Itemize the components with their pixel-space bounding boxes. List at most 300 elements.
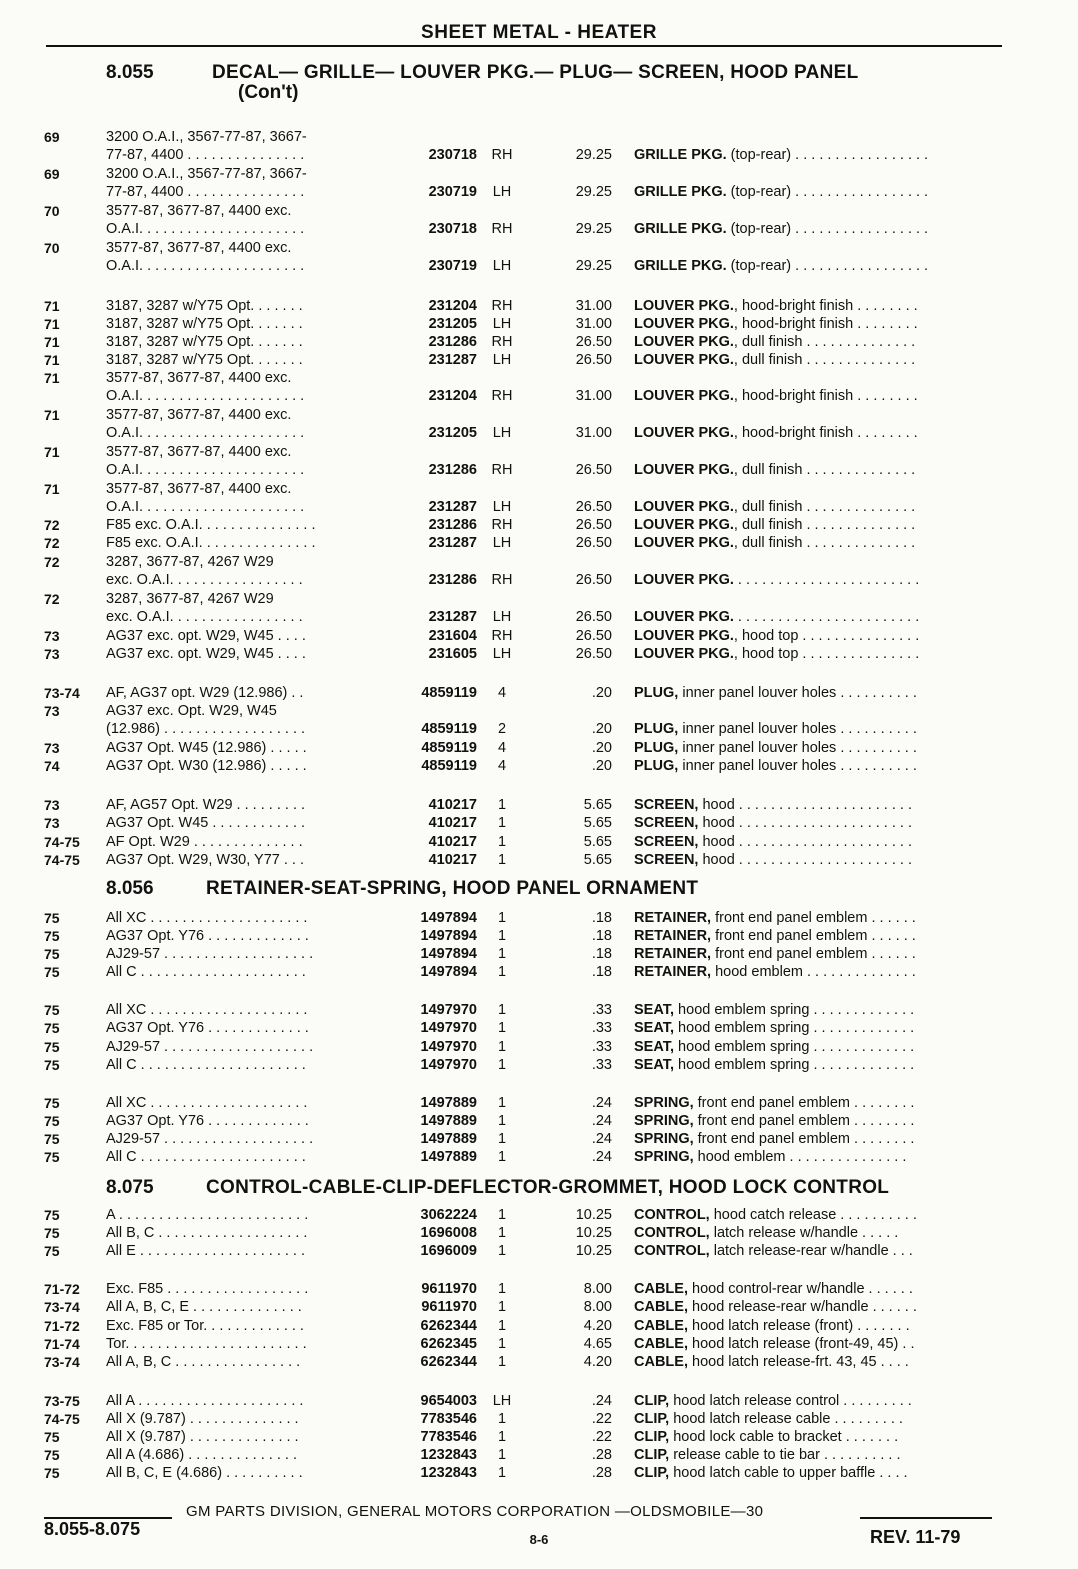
description [634,184,1002,200]
table-row [0,352,1078,368]
application: 3187, 3287 w/Y75 Opt. . . . . . . [106,334,303,350]
quantity: 1 [497,1131,507,1147]
application: AG37 exc. Opt. W29, W45 [106,703,277,719]
price: 26.50 [575,609,612,625]
description [634,721,1002,737]
description-detail: hood latch cable to upper baffle . . . . [669,1465,908,1481]
price: 4.20 [583,1354,612,1370]
application: AG37 Opt. Y76 . . . . . . . . . . . . . [106,928,309,944]
description-name: CLIP, [634,1411,670,1427]
application: 3577-87, 3677-87, 4400 exc. [106,407,292,423]
ref-number: 73 [44,703,60,719]
price: 31.00 [575,316,612,332]
table-row [0,1020,1078,1036]
description-name: GRILLE PKG. [634,147,727,163]
footer-page-number: 8-6 [529,1532,549,1547]
price: 26.50 [575,499,612,515]
price: .20 [591,740,612,756]
ref-number: 73-74 [44,685,80,701]
description-detail: inner panel louver holes . . . . . . . . . . [678,740,917,756]
table-row [0,964,1078,980]
description [634,815,1002,831]
ref-number: 71-72 [44,1318,80,1334]
quantity: 1 [497,1225,507,1241]
quantity: 1 [497,1095,507,1111]
description-detail: hood . . . . . . . . . . . . . . . . . . . . . . [698,797,913,813]
application: AG37 Opt. Y76 . . . . . . . . . . . . . [106,1113,309,1129]
ref-number: 72 [44,554,60,570]
description-detail: front end panel emblem . . . . . . . . [693,1131,915,1147]
ref-number: 71 [44,298,60,314]
description [634,1131,1002,1147]
application: AJ29-57 . . . . . . . . . . . . . . . . . . . [106,1039,314,1055]
table-row [0,1411,1078,1427]
price: .24 [591,1393,612,1409]
table-row [0,407,1078,423]
table-row [0,1057,1078,1073]
description [634,834,1002,850]
description-name: CABLE, [634,1281,688,1297]
description [634,1429,1002,1445]
description-detail: hood latch release (front) . . . . . . . [687,1318,910,1334]
description [634,298,1002,314]
part-number: 6262344 [420,1354,477,1370]
application: AG37 Opt. W45 . . . . . . . . . . . . [106,815,306,831]
description [634,758,1002,774]
ref-number: 73-75 [44,1393,80,1409]
quantity: RH [491,221,513,237]
footer-publisher: GM PARTS DIVISION, GENERAL MOTORS CORPORATION —OLDSMOBILE—30 [186,1503,764,1520]
ref-number: 74-75 [44,852,80,868]
quantity: 1 [497,910,507,926]
table-row [0,1149,1078,1165]
quantity: 1 [497,928,507,944]
description [634,1243,1002,1259]
table-row [0,1447,1078,1463]
description-detail: hood latch release cable . . . . . . . . . [669,1411,903,1427]
description [634,1149,1002,1165]
part-number: 6262345 [420,1336,477,1352]
ref-number: 71 [44,352,60,368]
description [634,852,1002,868]
price: 31.00 [575,388,612,404]
part-number: 231605 [428,646,477,662]
description-name: LOUVER PKG. [634,499,734,515]
price: .33 [591,1057,612,1073]
application: All XC . . . . . . . . . . . . . . . . . . . . [106,1095,308,1111]
section-number: 8.056 [106,878,154,899]
table-row [0,1393,1078,1409]
table-row [0,554,1078,570]
quantity: LH [492,258,512,274]
description-name: LOUVER PKG. [634,352,734,368]
description-detail: inner panel louver holes . . . . . . . . . . [678,758,917,774]
part-number: 1232843 [420,1447,477,1463]
price: .24 [591,1149,612,1165]
description-name: SCREEN, [634,834,699,850]
ref-number: 75 [44,1243,60,1259]
price: 31.00 [575,425,612,441]
description-name: SEAT, [634,1020,675,1036]
part-number: 231287 [428,535,477,551]
ref-number: 75 [44,1447,60,1463]
table-row [0,1243,1078,1259]
description [634,609,1002,625]
description-detail: hood . . . . . . . . . . . . . . . . . . . . . . [698,834,913,850]
price: 10.25 [575,1243,612,1259]
quantity: RH [491,517,513,533]
description [634,334,1002,350]
ref-number: 75 [44,1131,60,1147]
description-detail: . . . . . . . . . . . . . . . . . . . . . . . [733,572,920,588]
description-detail: , dull finish . . . . . . . . . . . . . . [733,499,916,515]
description-detail: hood . . . . . . . . . . . . . . . . . . . . . . [698,815,913,831]
table-row [0,535,1078,551]
part-number: 410217 [428,815,477,831]
price: .18 [591,928,612,944]
application: Tor. . . . . . . . . . . . . . . . . . . . . . . [106,1336,307,1352]
description-detail: , dull finish . . . . . . . . . . . . . . [733,462,916,478]
description [634,964,1002,980]
description-detail: hood emblem spring . . . . . . . . . . . . . [674,1039,915,1055]
ref-number: 73 [44,740,60,756]
description-name: CONTROL, [634,1207,710,1223]
description-name: LOUVER PKG. [634,572,734,588]
application: All A . . . . . . . . . . . . . . . . . . . . . [106,1393,304,1409]
description-name: RETAINER, [634,910,712,926]
part-number: 1497889 [420,1149,477,1165]
ref-number: 71-72 [44,1281,80,1297]
ref-number: 75 [44,1465,60,1481]
description-name: SPRING, [634,1095,694,1111]
ref-number: 75 [44,964,60,980]
description-name: CONTROL, [634,1225,710,1241]
description-name: SCREEN, [634,815,699,831]
price: .20 [591,721,612,737]
description-detail: hood emblem spring . . . . . . . . . . . . . [674,1057,915,1073]
application: Exc. F85 . . . . . . . . . . . . . . . . . . [106,1281,309,1297]
description-detail: hood emblem spring . . . . . . . . . . . . . [674,1020,915,1036]
table-row [0,1336,1078,1352]
quantity: 1 [497,834,507,850]
part-number: 230719 [428,258,477,274]
part-number: 410217 [428,797,477,813]
description [634,628,1002,644]
description [634,1393,1002,1409]
table-row [0,517,1078,533]
application: Exc. F85 or Tor. . . . . . . . . . . . . [106,1318,304,1334]
table-row [0,240,1078,256]
table-row [0,1429,1078,1445]
application: 77-87, 4400 . . . . . . . . . . . . . . . [106,147,305,163]
quantity: 1 [497,852,507,868]
table-row [0,444,1078,460]
table-row [0,334,1078,350]
part-number: 1696009 [420,1243,477,1259]
table-row [0,646,1078,662]
table-row [0,370,1078,386]
price: 4.65 [583,1336,612,1352]
description-name: CLIP, [634,1447,670,1463]
quantity: 1 [497,1149,507,1165]
quantity: 1 [497,1429,507,1445]
application: All XC . . . . . . . . . . . . . . . . . . . . [106,910,308,926]
description [634,1113,1002,1129]
table-row [0,609,1078,625]
ref-number: 75 [44,1113,60,1129]
price: 26.50 [575,646,612,662]
quantity: LH [492,1393,512,1409]
quantity: 1 [497,1039,507,1055]
application: AG37 exc. opt. W29, W45 . . . . [106,646,306,662]
table-row [0,1113,1078,1129]
quantity: 1 [497,1299,507,1315]
price: .24 [591,1095,612,1111]
price: 8.00 [583,1281,612,1297]
description [634,572,1002,588]
application: O.A.I. . . . . . . . . . . . . . . . . . . . . [106,462,305,478]
ref-number: 71 [44,316,60,332]
table-row [0,852,1078,868]
application: AJ29-57 . . . . . . . . . . . . . . . . . . . [106,1131,314,1147]
description-name: RETAINER, [634,928,712,944]
table-row [0,462,1078,478]
description-detail: (top-rear) . . . . . . . . . . . . . . . . . [726,258,929,274]
quantity: 2 [497,721,507,737]
price: .22 [591,1429,612,1445]
description [634,1447,1002,1463]
price: 10.25 [575,1207,612,1223]
price: 5.65 [583,834,612,850]
table-row [0,1039,1078,1055]
table-row [0,834,1078,850]
table-row [0,758,1078,774]
quantity: 1 [497,1002,507,1018]
description [634,646,1002,662]
application: F85 exc. O.A.I. . . . . . . . . . . . . . . [106,535,316,551]
ref-number: 75 [44,1149,60,1165]
price: 5.65 [583,815,612,831]
part-number: 1497889 [420,1095,477,1111]
application: 3577-87, 3677-87, 4400 exc. [106,370,292,386]
ref-number: 69 [44,129,60,145]
part-number: 1497970 [420,1057,477,1073]
part-number: 231604 [428,628,477,644]
ref-number: 75 [44,1225,60,1241]
description-name: SCREEN, [634,852,699,868]
price: .28 [591,1447,612,1463]
description-name: CLIP, [634,1429,670,1445]
description-name: LOUVER PKG. [634,609,734,625]
description [634,1057,1002,1073]
part-number: 231204 [428,298,477,314]
table-row [0,591,1078,607]
description [634,1354,1002,1370]
description-detail: , dull finish . . . . . . . . . . . . . . [733,517,916,533]
application: O.A.I. . . . . . . . . . . . . . . . . . . . . [106,221,305,237]
description [634,1039,1002,1055]
application: All XC . . . . . . . . . . . . . . . . . . . . [106,1002,308,1018]
price: 26.50 [575,535,612,551]
description-name: CABLE, [634,1336,688,1352]
part-number: 231287 [428,609,477,625]
description [634,1095,1002,1111]
table-row [0,184,1078,200]
part-number: 231286 [428,334,477,350]
table-row [0,946,1078,962]
section-number: 8.075 [106,1177,154,1198]
description [634,258,1002,274]
part-number: 1497889 [420,1113,477,1129]
description-name: CLIP, [634,1465,670,1481]
part-number: 9611970 [421,1299,477,1315]
table-row [0,129,1078,145]
application: 3187, 3287 w/Y75 Opt. . . . . . . [106,352,303,368]
description-detail: hood control-rear w/handle . . . . . . [687,1281,913,1297]
description [634,1225,1002,1241]
description-name: GRILLE PKG. [634,221,727,237]
description [634,1411,1002,1427]
quantity: RH [491,334,513,350]
quantity: 1 [497,1447,507,1463]
quantity: RH [491,572,513,588]
description-name: SPRING, [634,1131,694,1147]
price: .24 [591,1131,612,1147]
quantity: 1 [497,1411,507,1427]
quantity: LH [492,609,512,625]
description-name: LOUVER PKG. [634,425,734,441]
table-row [0,740,1078,756]
application: 3287, 3677-87, 4267 W29 [106,591,274,607]
ref-number: 73-74 [44,1299,80,1315]
table-row [0,298,1078,314]
header-rule [46,45,1002,47]
part-number: 7783546 [420,1411,477,1427]
part-number: 4859119 [421,721,477,737]
ref-number: 71 [44,444,60,460]
part-number: 1497970 [420,1002,477,1018]
part-number: 7783546 [420,1429,477,1445]
application: All X (9.787) . . . . . . . . . . . . . . [106,1411,299,1427]
ref-number: 72 [44,535,60,551]
quantity: 1 [497,1243,507,1259]
quantity: LH [492,425,512,441]
description-name: SEAT, [634,1057,675,1073]
price: .28 [591,1465,612,1481]
application: 3577-87, 3677-87, 4400 exc. [106,481,292,497]
ref-number: 71-74 [44,1336,80,1352]
part-number: 231205 [428,425,477,441]
description-detail: , dull finish . . . . . . . . . . . . . . [733,535,916,551]
description-name: LOUVER PKG. [634,298,734,314]
ref-number: 75 [44,1095,60,1111]
application: All A (4.686) . . . . . . . . . . . . . . [106,1447,297,1463]
description-name: SPRING, [634,1149,694,1165]
description-name: LOUVER PKG. [634,535,734,551]
quantity: RH [491,147,513,163]
part-number: 1232843 [420,1465,477,1481]
description-detail: front end panel emblem . . . . . . [711,910,916,926]
description [634,316,1002,332]
table-row [0,147,1078,163]
ref-number: 71 [44,370,60,386]
price: 29.25 [575,258,612,274]
price: 29.25 [575,221,612,237]
part-number: 6262344 [420,1318,477,1334]
application: AG37 Opt. W30 (12.986) . . . . . [106,758,307,774]
description-name: CONTROL, [634,1243,710,1259]
application: All A, B, C . . . . . . . . . . . . . . . . [106,1354,301,1370]
quantity: LH [492,646,512,662]
description [634,1020,1002,1036]
application: 3577-87, 3677-87, 4400 exc. [106,203,292,219]
quantity: LH [492,316,512,332]
quantity: LH [492,352,512,368]
description-detail: hood emblem spring . . . . . . . . . . . . . [674,1002,915,1018]
price: 26.50 [575,462,612,478]
ref-number: 73 [44,628,60,644]
section-title: CONTROL-CABLE-CLIP-DEFLECTOR-GROMMET, HOOD LOCK CONTROL [206,1177,890,1198]
price: 31.00 [575,298,612,314]
quantity: RH [491,298,513,314]
footer-rule-right [860,1517,992,1519]
part-number: 231286 [428,517,477,533]
price: 26.50 [575,572,612,588]
application: AG37 exc. opt. W29, W45 . . . . [106,628,306,644]
part-number: 231286 [428,462,477,478]
ref-number: 74-75 [44,834,80,850]
description-name: LOUVER PKG. [634,628,734,644]
description-detail: hood emblem . . . . . . . . . . . . . . . [693,1149,907,1165]
ref-number: 73-74 [44,1354,80,1370]
description-name: PLUG, [634,758,679,774]
table-row [0,910,1078,926]
description [634,221,1002,237]
description-detail: (top-rear) . . . . . . . . . . . . . . . . . [726,221,929,237]
ref-number: 75 [44,928,60,944]
price: .20 [591,758,612,774]
ref-number: 73 [44,815,60,831]
part-number: 4859119 [421,685,477,701]
description [634,910,1002,926]
price: .18 [591,964,612,980]
table-row [0,316,1078,332]
application: (12.986) . . . . . . . . . . . . . . . . . . [106,721,306,737]
footer-revision: REV. 11-79 [870,1527,961,1547]
description-name: LOUVER PKG. [634,517,734,533]
table-row [0,928,1078,944]
application: AG37 Opt. W45 (12.986) . . . . . [106,740,307,756]
quantity: LH [492,184,512,200]
description-name: LOUVER PKG. [634,316,734,332]
description-name: SEAT, [634,1039,675,1055]
quantity: 1 [497,1318,507,1334]
part-number: 231287 [428,352,477,368]
ref-number: 71 [44,407,60,423]
table-row [0,258,1078,274]
ref-number: 75 [44,1057,60,1073]
description-detail: hood catch release . . . . . . . . . . [709,1207,917,1223]
description-detail: inner panel louver holes . . . . . . . . . . [678,721,917,737]
description-detail: hood . . . . . . . . . . . . . . . . . . . . . . [698,852,913,868]
description-name: LOUVER PKG. [634,334,734,350]
description-detail: , hood top . . . . . . . . . . . . . . . [733,628,920,644]
quantity: 1 [497,1057,507,1073]
application: AF, AG37 opt. W29 (12.986) . . [106,685,304,701]
description [634,147,1002,163]
table-row [0,1207,1078,1223]
table-row [0,499,1078,515]
